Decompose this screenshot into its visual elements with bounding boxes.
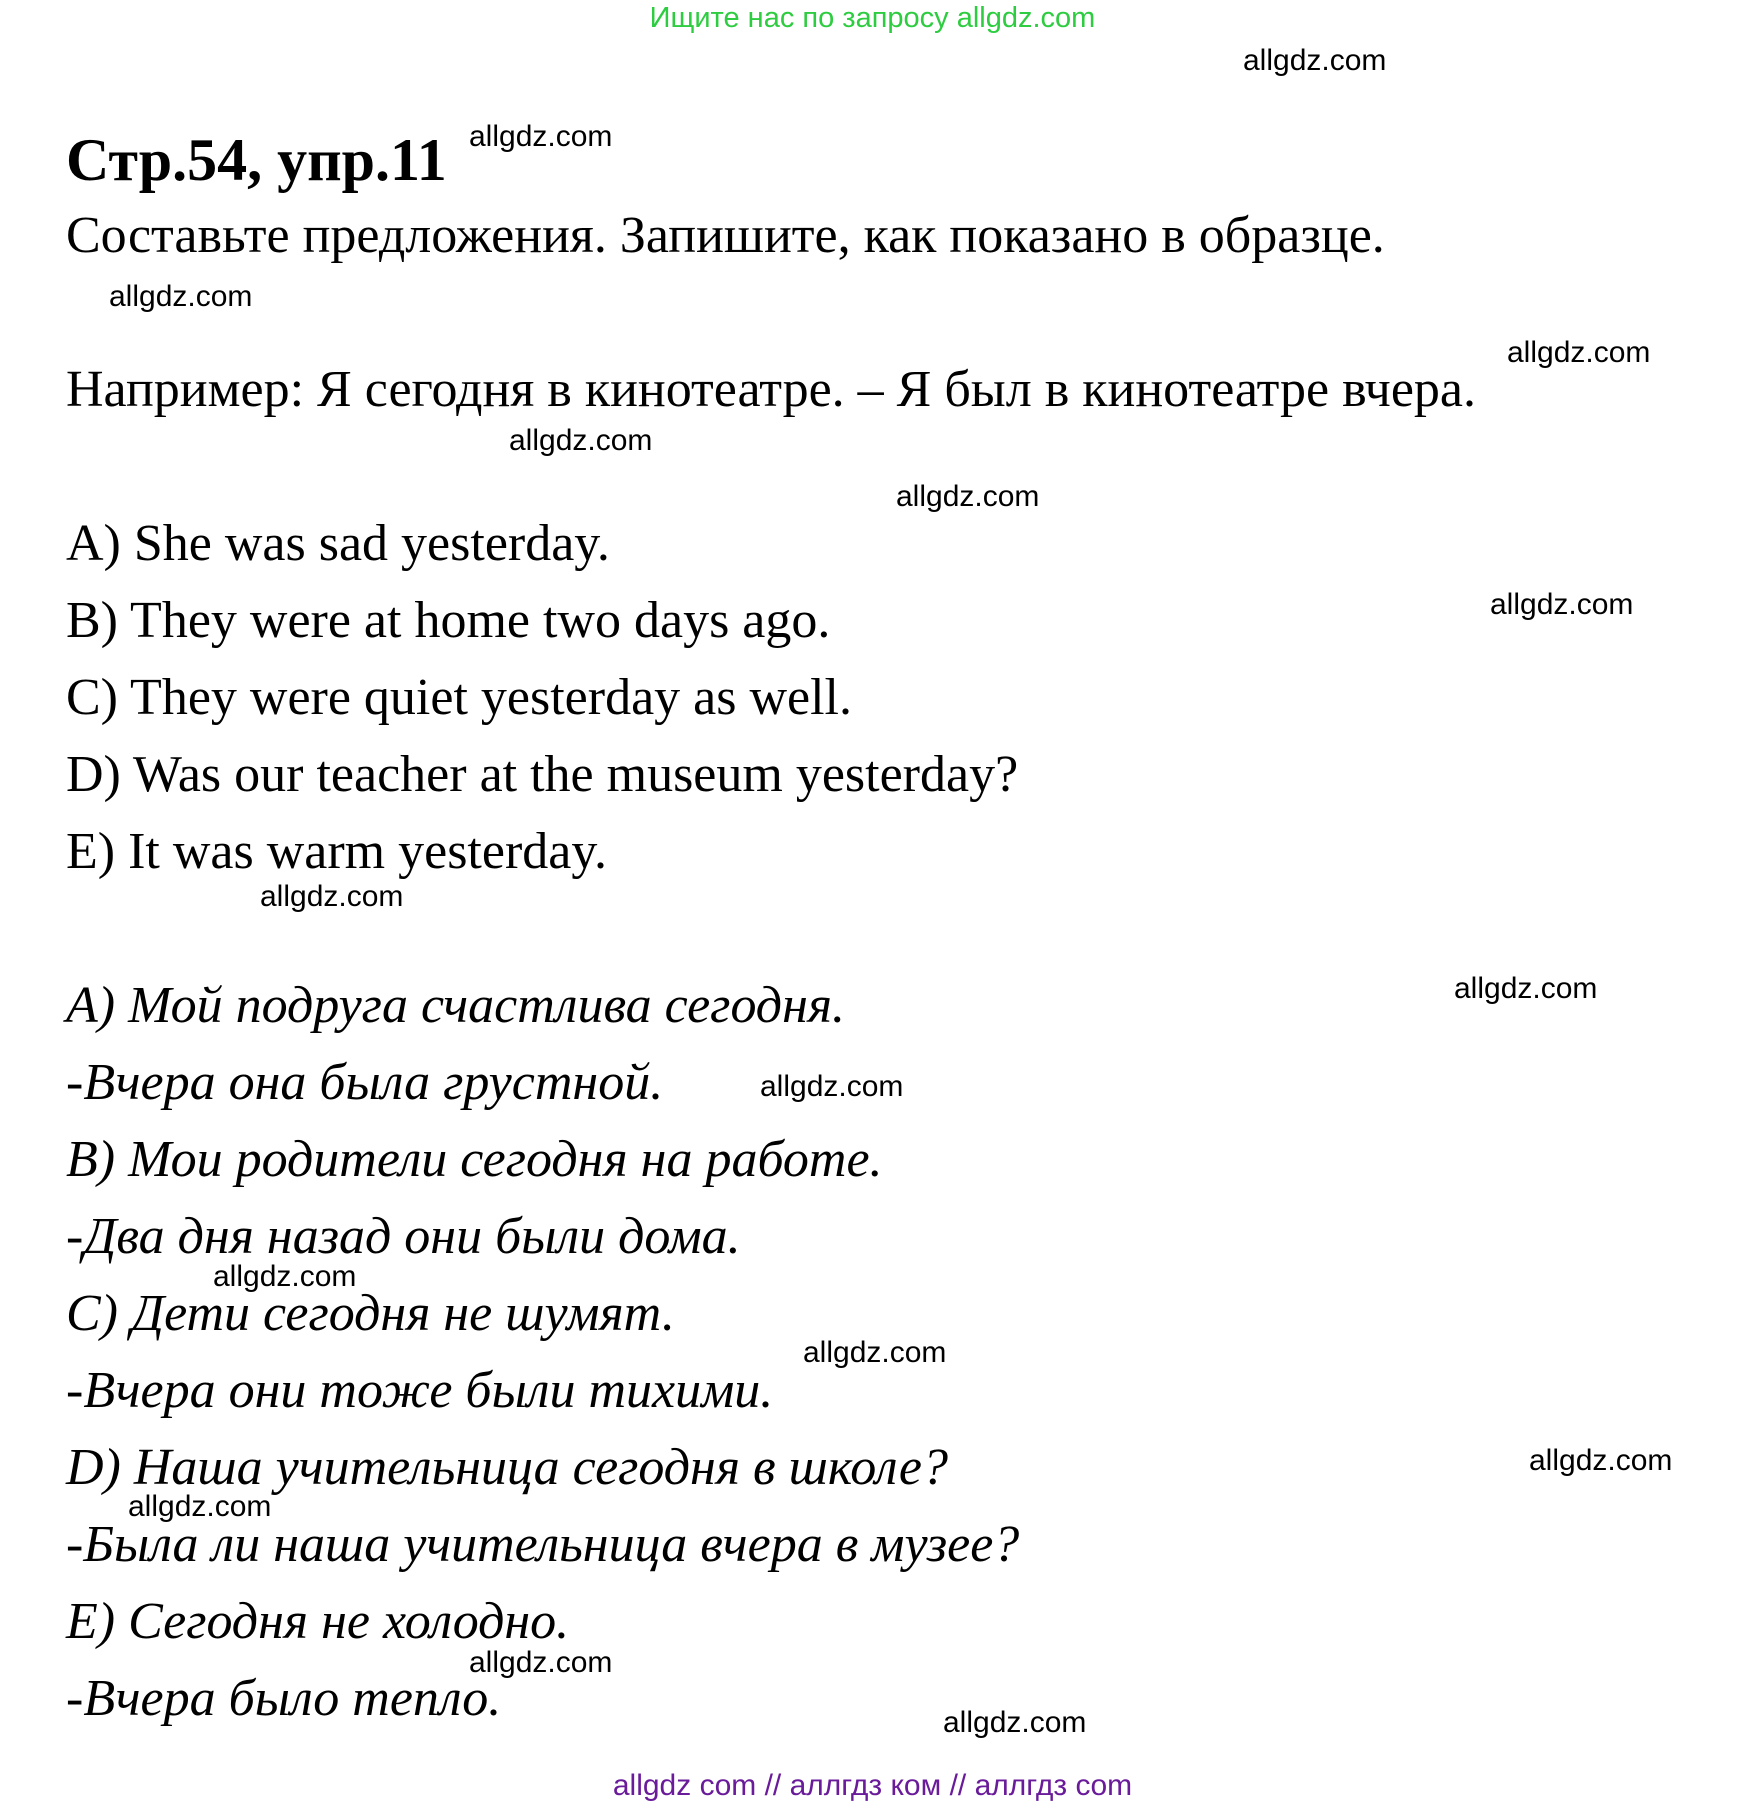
- search-banner[interactable]: Ищите нас по запросу allgdz.com: [649, 2, 1096, 34]
- watermark: allgdz.com: [896, 480, 1040, 513]
- watermark: allgdz.com: [260, 880, 404, 913]
- russian-line-e: E) Сегодня не холодно.: [66, 1593, 570, 1650]
- russian-line-c: C) Дети сегодня не шумят.: [66, 1285, 675, 1342]
- english-answer-d: D) Was our teacher at the museum yesterday?: [66, 746, 1019, 803]
- english-answer-e: E) It was warm yesterday.: [66, 823, 607, 880]
- english-answer-a: A) She was sad yesterday.: [66, 515, 610, 572]
- russian-line-b: B) Мои родители сегодня на работе.: [66, 1131, 883, 1188]
- watermark: allgdz.com: [509, 424, 653, 457]
- watermark: allgdz.com: [1243, 44, 1387, 77]
- watermark: allgdz.com: [1507, 336, 1651, 369]
- watermark: allgdz.com: [1454, 972, 1598, 1005]
- russian-line-a: A) Мой подруга счастлива сегодня.: [66, 977, 846, 1034]
- russian-line-b-answer: -Два дня назад они были дома.: [66, 1208, 741, 1265]
- english-answer-b: B) They were at home two days ago.: [66, 592, 831, 649]
- russian-line-e-answer: -Вчера было тепло.: [66, 1670, 502, 1727]
- watermark: allgdz.com: [943, 1706, 1087, 1739]
- instruction-text: Составьте предложения. Запишите, как показано в образце.: [66, 207, 1385, 264]
- page-title: Стр.54, упр.11: [66, 127, 447, 193]
- russian-line-c-answer: -Вчера они тоже были тихими.: [66, 1362, 774, 1419]
- example-text: Я сегодня в кинотеатре. – Я был в кинотеатре вчера.: [317, 361, 1476, 418]
- watermark: allgdz.com: [760, 1070, 904, 1103]
- watermark: allgdz.com: [469, 1646, 613, 1679]
- example-label: Например:: [66, 361, 305, 418]
- russian-line-d: D) Наша учительница сегодня в школе?: [66, 1439, 948, 1496]
- watermark: allgdz.com: [128, 1490, 272, 1523]
- example-line: [66, 360, 1476, 419]
- english-answer-c: C) They were quiet yesterday as well.: [66, 669, 852, 726]
- watermark: allgdz.com: [1529, 1444, 1673, 1477]
- footer-links[interactable]: allgdz com // аллгдз ком // аллгдз com: [612, 1769, 1133, 1802]
- watermark: allgdz.com: [213, 1260, 357, 1293]
- watermark: allgdz.com: [803, 1336, 947, 1369]
- russian-line-d-answer: -Была ли наша учительница вчера в музее?: [66, 1516, 1020, 1573]
- watermark: allgdz.com: [469, 120, 613, 153]
- watermark: allgdz.com: [109, 280, 253, 313]
- watermark: allgdz.com: [1490, 588, 1634, 621]
- russian-line-a-answer: -Вчера она была грустной.: [66, 1054, 664, 1111]
